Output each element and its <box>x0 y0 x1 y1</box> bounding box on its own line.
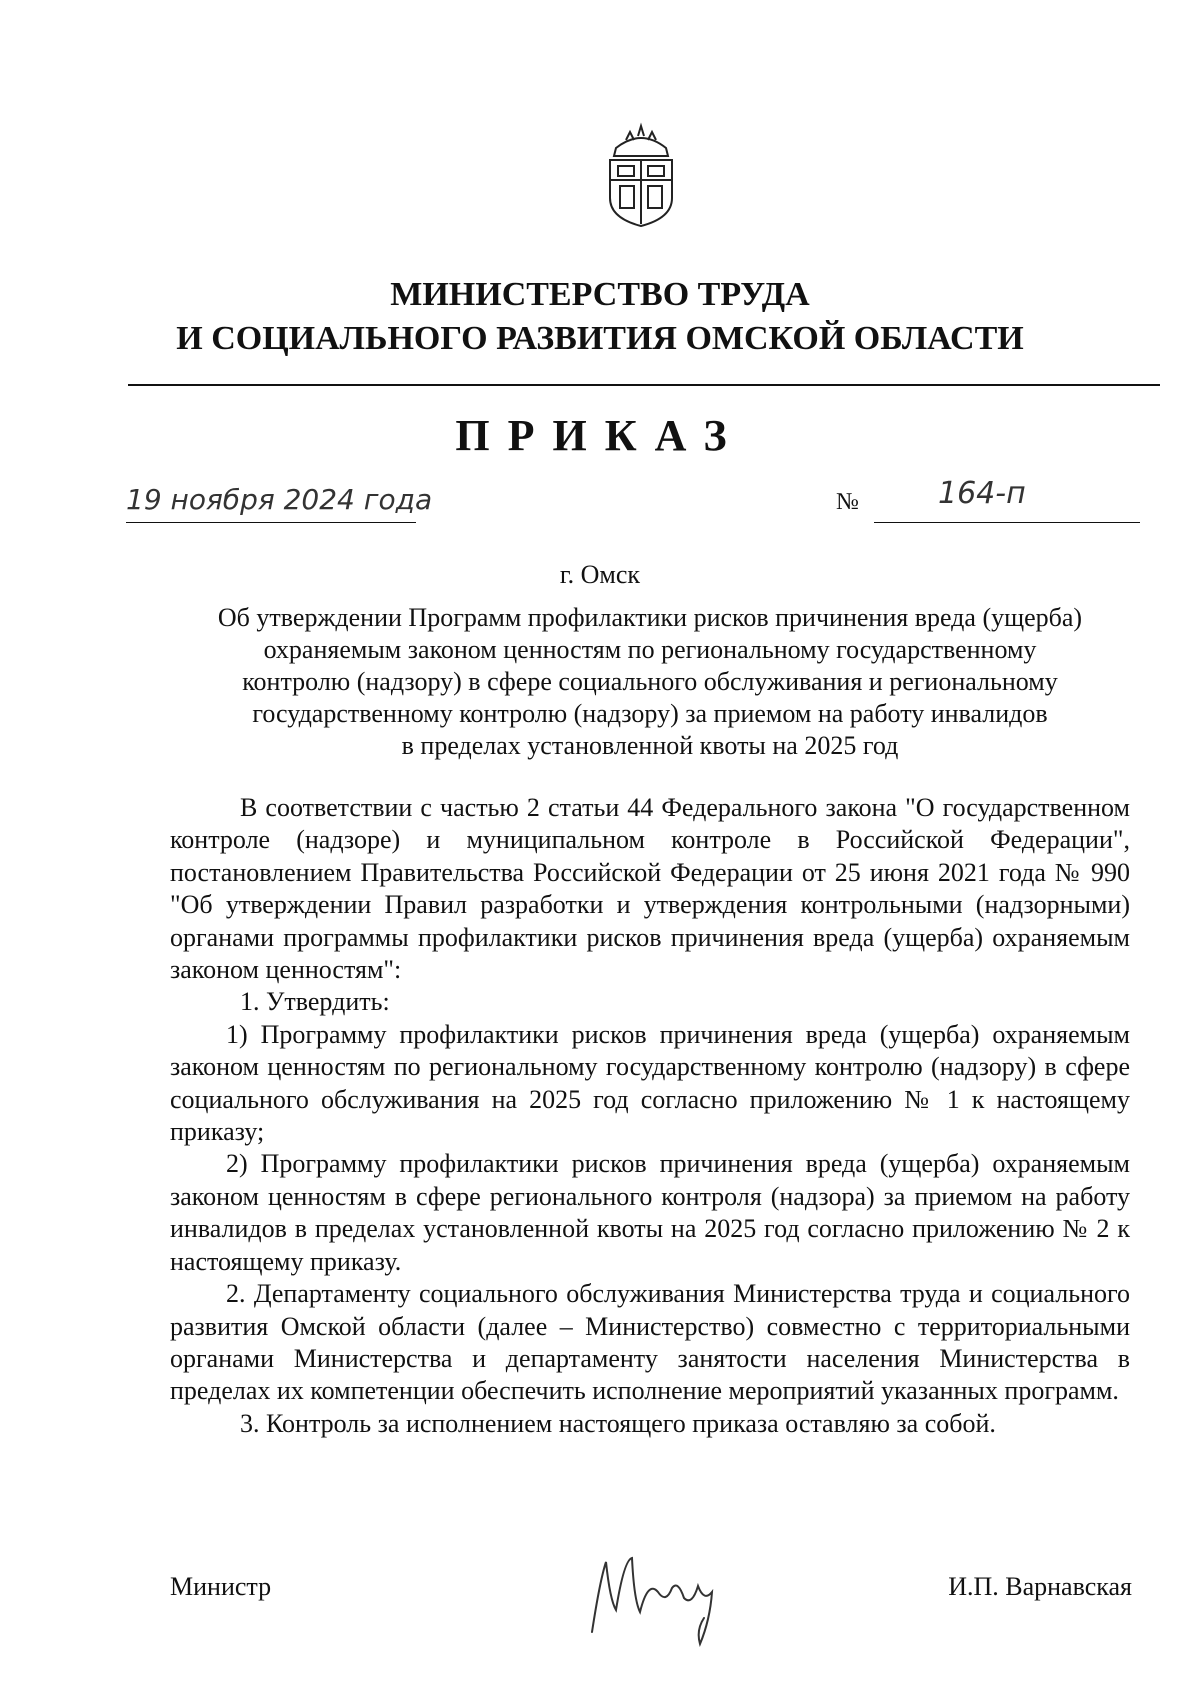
signer-name: И.П. Варнавская <box>948 1572 1132 1601</box>
ministry-name-line1: МИНИСТЕРСТВО ТРУДА <box>390 276 810 313</box>
number-label: № <box>836 489 859 515</box>
order-subject <box>170 602 1130 762</box>
ministry-name-line2: И СОЦИАЛЬНОГО РАЗВИТИЯ ОМСКОЙ ОБЛАСТИ <box>176 320 1024 357</box>
subject-line: контролю (надзору) в сфере социального обслуживания и региональному <box>242 667 1058 696</box>
subject-line: в пределах установленной квоты на 2025 год <box>401 731 899 760</box>
coat-of-arms-icon <box>596 120 686 230</box>
number-underline <box>874 522 1140 523</box>
subject-line: государственному контролю (надзору) за приемом на работу инвалидов <box>252 699 1048 728</box>
clause-2: 2. Департаменту социального обслуживания Министерства труда и социального развития Омской области (далее – Министерство) совместно с территориальными органами Министерства и департаменту занятости населения Министерства в пределах их компетенции обеспечить исполнение мероприятий указанных программ. <box>170 1279 1130 1406</box>
order-body <box>170 792 1130 1440</box>
city-line: г. Омск <box>559 560 641 589</box>
document-type-title: ПРИКАЗ <box>455 411 745 460</box>
handwritten-date: 19 ноября 2024 года <box>126 483 433 516</box>
preamble-paragraph: В соответствии с частью 2 статьи 44 Федерального закона "О государственном контроле (надзоре) и муниципальном контроле в Российской Федерации", постановлением Правительства Российской Федерации от 25 июня 2021 года № 990 "Об утверждении Правил разработки и утверждения контрольными (надзорными) органами программы профилактики рисков причинения вреда (ущерба) охраняемым законом ценностям": <box>170 793 1130 985</box>
subject-line: охраняемым законом ценностям по региональному государственному <box>263 635 1037 664</box>
clause-1-subitem-1: 1) Программу профилактики рисков причинения вреда (ущерба) охраняемым законом ценностям по региональному государственному контролю (надзору) в сфере социального обслуживания на 2025 год согласно приложению № 1 к настоящему приказу; <box>170 1019 1130 1147</box>
clause-1-subitem-2: 2) Программу профилактики рисков причинения вреда (ущерба) охраняемым законом ценностям в сфере регионального контроля (надзора) за приемом на работу инвалидов в пределах установленной квоты на 2025 год согласно приложению № 2 к настоящему приказу. <box>170 1149 1130 1276</box>
clause-3: 3. Контроль за исполнением настоящего приказа оставляю за собой. <box>240 1408 996 1438</box>
signer-position: Министр <box>170 1572 272 1601</box>
subject-line: Об утверждении Программ профилактики рисков причинения вреда (ущерба) <box>217 603 1083 632</box>
handwritten-signature-icon <box>580 1540 750 1650</box>
date-underline <box>126 522 416 523</box>
handwritten-number: 164-п <box>938 476 1026 511</box>
clause-1: 1. Утвердить: <box>240 987 390 1017</box>
header-divider <box>128 384 1160 386</box>
